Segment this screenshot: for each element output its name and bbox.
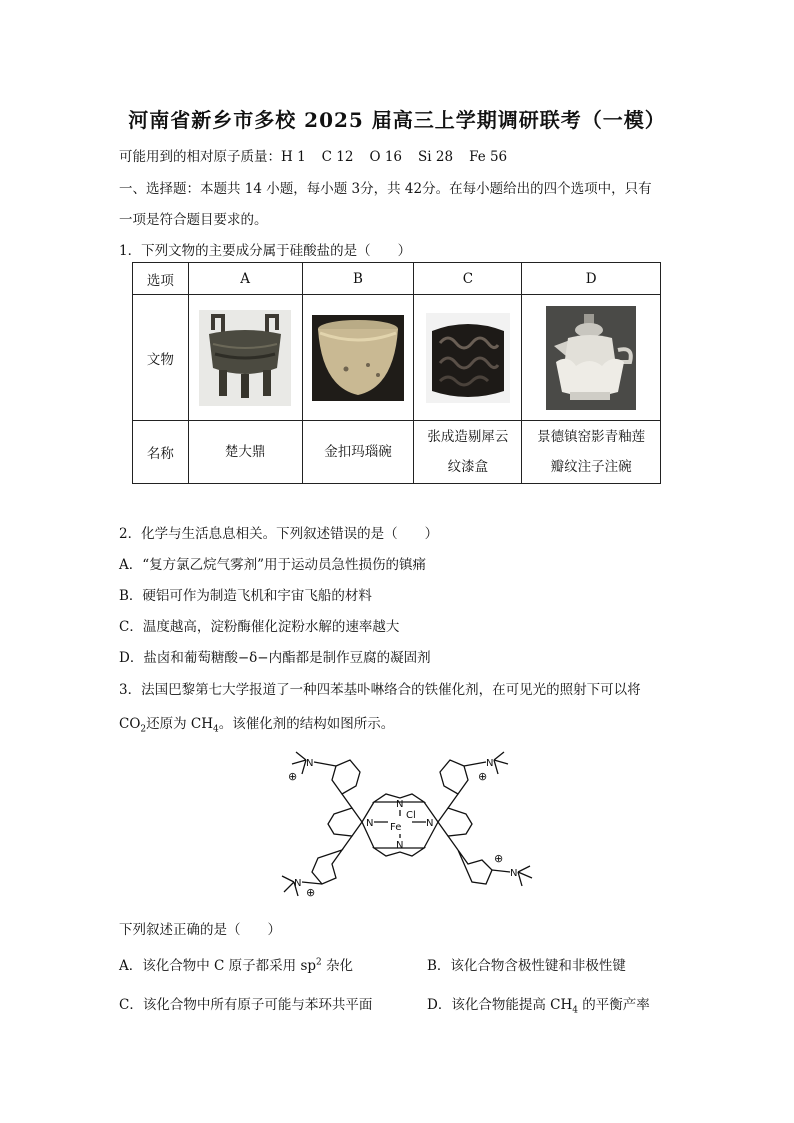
- q1-header-option: 选项: [133, 263, 189, 295]
- mol-fe: Fe: [390, 822, 402, 833]
- q2-option-a: A．“复方氯乙烷气雾剂”用于运动员急性损伤的镇痛: [119, 557, 427, 573]
- q1-header-b: B: [302, 263, 414, 295]
- q3-stem-line2: [119, 712, 394, 735]
- section1-instructions-line1: 一、选择题：本题共 14 小题，每小题 3分，共 42分。在每小题给出的四个选项中，只有: [119, 181, 652, 197]
- mol-charge-bl: ⊕: [306, 886, 316, 899]
- mol-n-br: N: [510, 868, 518, 879]
- q3-option-a-text: A．该化合物中 C 原子都采用 sp: [119, 958, 317, 974]
- mol-n-right: N: [426, 818, 434, 829]
- q3-ch: 还原为 CH: [146, 716, 214, 732]
- q3-option-a-tail: 杂化: [321, 958, 354, 974]
- q1-name-b-line1: 金扣玛瑙碗: [324, 444, 392, 460]
- agate-bowl-image: [312, 315, 404, 401]
- section1-instructions-line2: 一项是符合题目要求的。: [119, 212, 268, 228]
- mol-n-left: N: [366, 818, 374, 829]
- q1-row-name-label: 名称: [133, 421, 189, 484]
- atomic-mass-h: H 1: [281, 149, 306, 165]
- q1-header-a: A: [188, 263, 302, 295]
- q1-name-c: [414, 421, 522, 484]
- q2-option-b: B．硬铝可作为制造飞机和宇宙飞船的材料: [119, 588, 372, 604]
- q3-option-d-text: D．该化合物能提高 CH: [427, 997, 573, 1013]
- atomic-mass-c: C 12: [321, 149, 354, 165]
- mol-n-tr: N: [486, 758, 494, 769]
- bronze-ding-image: [199, 310, 291, 406]
- q1-name-c-line2: 纹漆盒: [447, 459, 489, 475]
- q1-stem: 1．下列文物的主要成分属于硅酸盐的是（ ）: [119, 243, 412, 259]
- q1-artifact-a: [188, 295, 302, 421]
- q1-name-d-line2: 瓣纹注子注碗: [550, 459, 632, 475]
- q3-option-a-sup: 2: [316, 957, 322, 968]
- q3-option-d-sub: 4: [572, 1005, 578, 1016]
- q3-stem-line1: 3．法国巴黎第七大学报道了一种四苯基卟啉络合的铁催化剂，在可见光的照射下可以将: [119, 682, 641, 698]
- q1-artifact-c: [414, 295, 522, 421]
- q2-option-c: C．温度越高，淀粉酶催化淀粉水解的速率越大: [119, 619, 400, 635]
- q3-co: CO: [119, 716, 141, 732]
- q1-name-b: [302, 421, 414, 484]
- q3-ch-sub: 4: [213, 724, 219, 735]
- q1-artifact-b: [302, 295, 414, 421]
- q1-name-d-line1: 景德镇窑影青釉莲: [537, 429, 646, 445]
- q1-name-d: [522, 421, 661, 484]
- q1-header-c: C: [414, 263, 522, 295]
- mol-n-top: N: [396, 799, 404, 810]
- q3-ask: 下列叙述正确的是（ ）: [119, 922, 281, 938]
- mol-n-bottom: N: [396, 840, 404, 851]
- porcelain-ewer-image: [546, 306, 636, 410]
- porphyrin-structure-diagram: [262, 750, 538, 900]
- q1-artifact-d: [522, 295, 661, 421]
- q3-option-b: B．该化合物含极性键和非极性键: [427, 958, 626, 974]
- atomic-mass-si: Si 28: [418, 149, 454, 165]
- q3-option-c: C．该化合物中所有原子可能与苯环共平面: [119, 997, 373, 1013]
- mol-charge-tl: ⊕: [288, 770, 298, 783]
- q1-header-d: D: [522, 263, 661, 295]
- mol-n-tl: N: [306, 758, 314, 769]
- page-title: 河南省新乡市多校 2025 届高三上学期调研联考（一模）: [128, 108, 666, 132]
- q1-artifact-table: [132, 262, 661, 484]
- mol-n-bl: N: [294, 878, 302, 889]
- atomic-mass-o: O 16: [369, 149, 403, 165]
- atomic-mass-line: [119, 145, 507, 165]
- lacquer-box-image: [426, 313, 510, 403]
- q1-name-a: [188, 421, 302, 484]
- q1-row-artifact-label: 文物: [133, 295, 189, 421]
- q2-option-d: D．盐卤和葡萄糖酸−δ−内酯都是制作豆腐的凝固剂: [119, 650, 431, 666]
- mol-charge-br: ⊕: [494, 852, 504, 865]
- q3-option-d-tail: 的平衡产率: [577, 997, 650, 1013]
- atomic-mass-label: 可能用到的相对原子质量：: [119, 149, 281, 165]
- atomic-mass-fe: Fe 56: [469, 149, 508, 165]
- q1-name-c-line1: 张成造剔犀云: [427, 429, 509, 445]
- q3-option-d: [427, 993, 650, 1016]
- q3-option-a: [119, 954, 353, 974]
- q2-stem: 2．化学与生活息息相关。下列叙述错误的是（ ）: [119, 526, 439, 542]
- q3-co-sub: 2: [140, 724, 147, 735]
- q3-stem-tail: 。该催化剂的结构如图所示。: [218, 716, 395, 732]
- mol-charge-tr: ⊕: [478, 770, 488, 783]
- mol-cl: Cl: [406, 810, 416, 821]
- q1-name-a-line1: 楚大鼎: [224, 444, 266, 460]
